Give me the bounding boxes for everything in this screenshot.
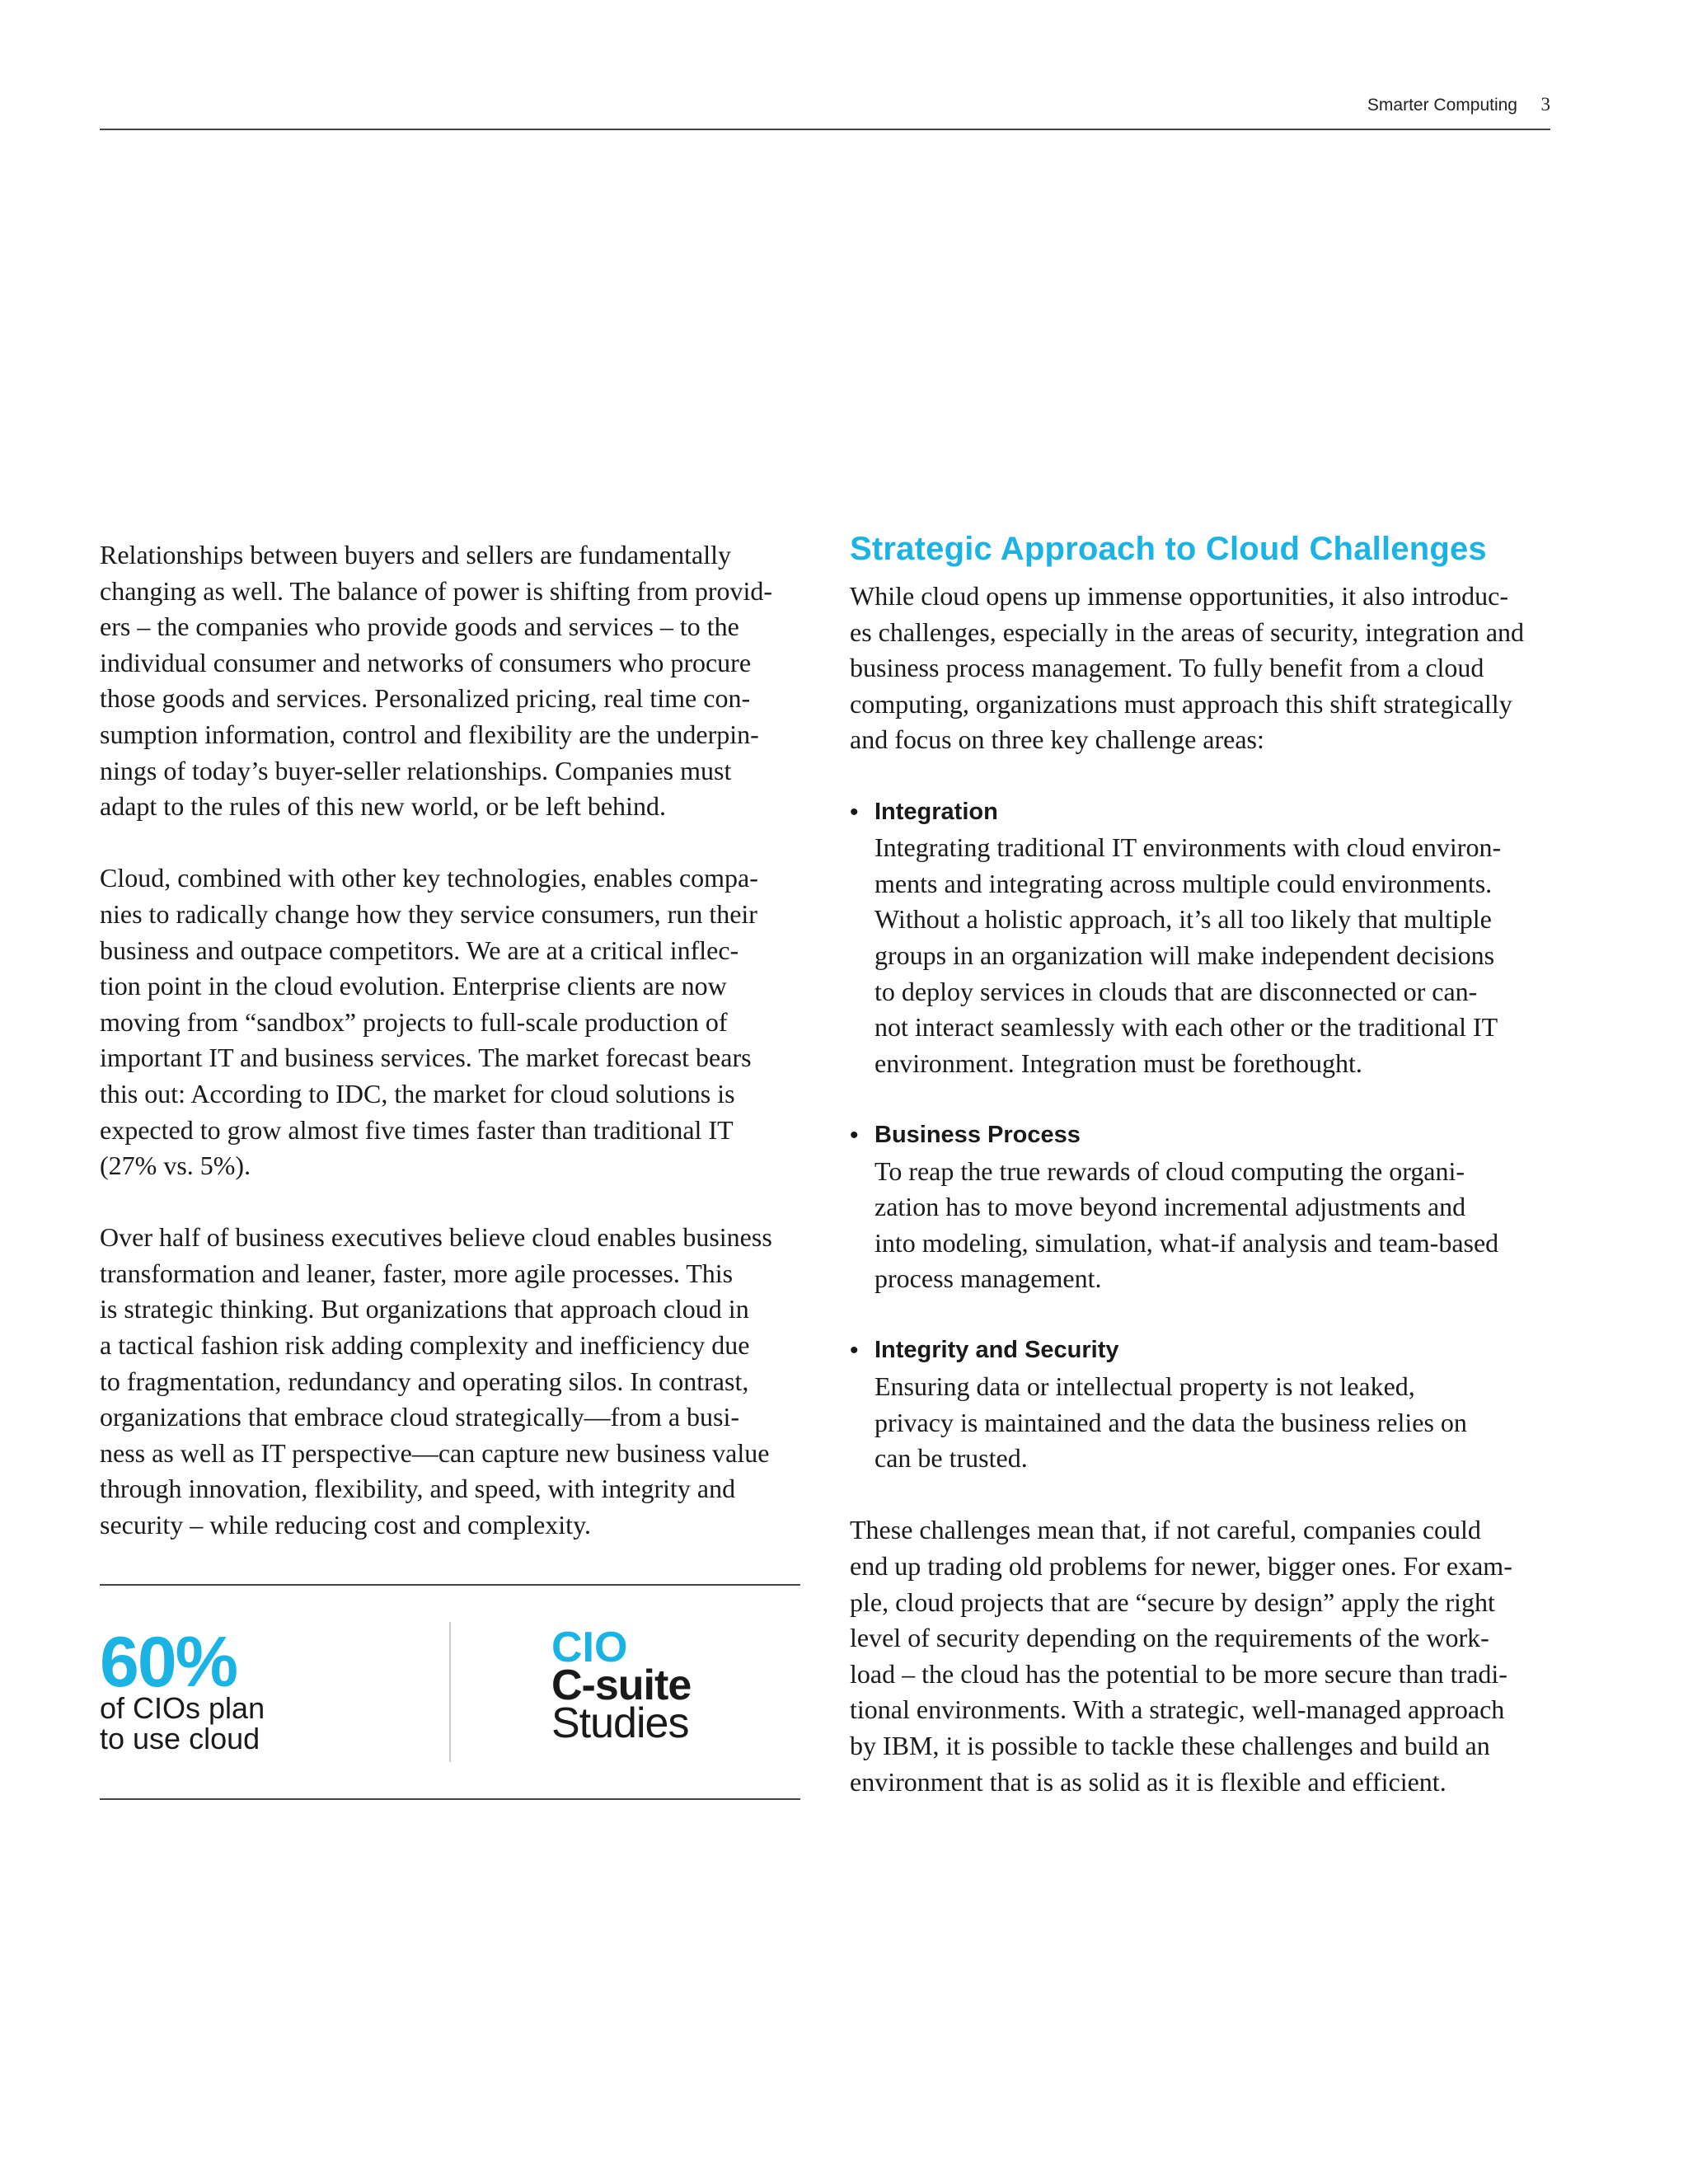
page-header — [100, 91, 1550, 130]
right-column — [850, 531, 1550, 1800]
bullet-title: Integration — [874, 798, 998, 825]
logo-line-studies: Studies — [551, 1699, 689, 1747]
bullet-text: Integrating traditional IT environments with cloud environ- ments and integrating across multiple could environments. Without a holistic approach, it’s all too likely that multiple groups in an organization will make independent decisions to deploy services in clouds that are disconnected or can- not interact seamlessly with each other or the traditional IT environment. Integration must be forethought. — [874, 832, 1502, 1078]
bullet-item-integrity-security — [850, 1333, 1550, 1476]
stat-callout — [100, 1584, 800, 1800]
body-paragraph: Relationships between buyers and sellers are fundamentally changing as well. The balance of power is shifting from provid- ers – the companies who provide goods and services – to the individual consumer and networks of consumers who procure those goods and services. Personalized pricing, real time con- sumption information, control and flexibility are the underpin- nings of today’s buyer-seller relationships. Companies must adapt to the rules of this new world, or be left behind. — [100, 540, 773, 822]
bullet-title: Integrity and Security — [874, 1337, 1119, 1364]
bullet-icon: • — [850, 798, 859, 826]
left-column — [100, 537, 800, 1544]
bullet-item-integration — [850, 794, 1550, 1082]
header-title: Smarter Computing — [1367, 96, 1517, 115]
section-heading: Strategic Approach to Cloud Challenges — [850, 531, 1487, 567]
bullet-text: Ensuring data or intellectual property is not leaked, privacy is maintained and the data the business relies on can be trusted. — [874, 1371, 1467, 1474]
bullet-title: Business Process — [874, 1121, 1081, 1148]
callout-divider — [449, 1622, 451, 1762]
body-paragraph: Over half of business executives believe cloud enables business transformation and leaner, faster, more agile processes. This is strategic thinking. But organizations that approach cloud in a tactical fashion risk adding complexity and inefficiency due to fragmentation, redundancy and operating silos. In contrast, organizations that embrace cloud strategically—from a busi- ness as well as IT perspective—can capture new business value through innovation, flexibility, and speed, with integrity and security – while reducing cost and complexity. — [100, 1222, 772, 1540]
logo-line-csuite: C-suite — [551, 1661, 692, 1709]
cio-csuite-studies-logo — [551, 1624, 692, 1747]
intro-paragraph: While cloud opens up immense opportunities, it also introduc- es challenges, especially in the areas of security, integration and business process management. To fully benefit from a cloud computing, organizations must approach this shift strategically and focus on three key challenge areas: — [850, 581, 1525, 755]
bullet-icon: • — [850, 1121, 859, 1149]
bullet-item-business-process — [850, 1118, 1550, 1297]
callout-caption: of CIOs plan to use cloud — [100, 1691, 265, 1755]
callout-stat: 60% — [100, 1623, 237, 1702]
bullet-icon: • — [850, 1337, 859, 1365]
page-number: 3 — [1540, 94, 1550, 115]
bullet-text: To reap the true rewards of cloud computing the organi- zation has to move beyond incremental adjustments and into modeling, simulation, what-if analysis and team-based process management. — [874, 1155, 1499, 1294]
logo-line-cio: CIO — [551, 1624, 628, 1671]
body-paragraph: Cloud, combined with other key technologies, enables compa- nies to radically change how they service consumers, run their business and outpace competitors. We are at a critical inflec- tion point in the cloud evolution. Enterprise clients are now moving from “sandbox” projects to full-scale production of important IT and business services. The market forecast bears this out: According to IDC, the market for cloud solutions is expected to grow almost five times faster than traditional IT (27% vs. 5%). — [100, 863, 758, 1181]
closing-paragraph: These challenges mean that, if not careful, companies could end up trading old problems for newer, bigger ones. For exam- ple, cloud projects that are “secure by design” apply the right level of security depending on the requirements of the work- load – the cloud has the potential to be more secure than tradi- tional environments. With a strategic, well-managed approach by IBM, it is possible to tackle these challenges and build an environment that is as solid as it is flexible and efficient. — [850, 1515, 1512, 1797]
